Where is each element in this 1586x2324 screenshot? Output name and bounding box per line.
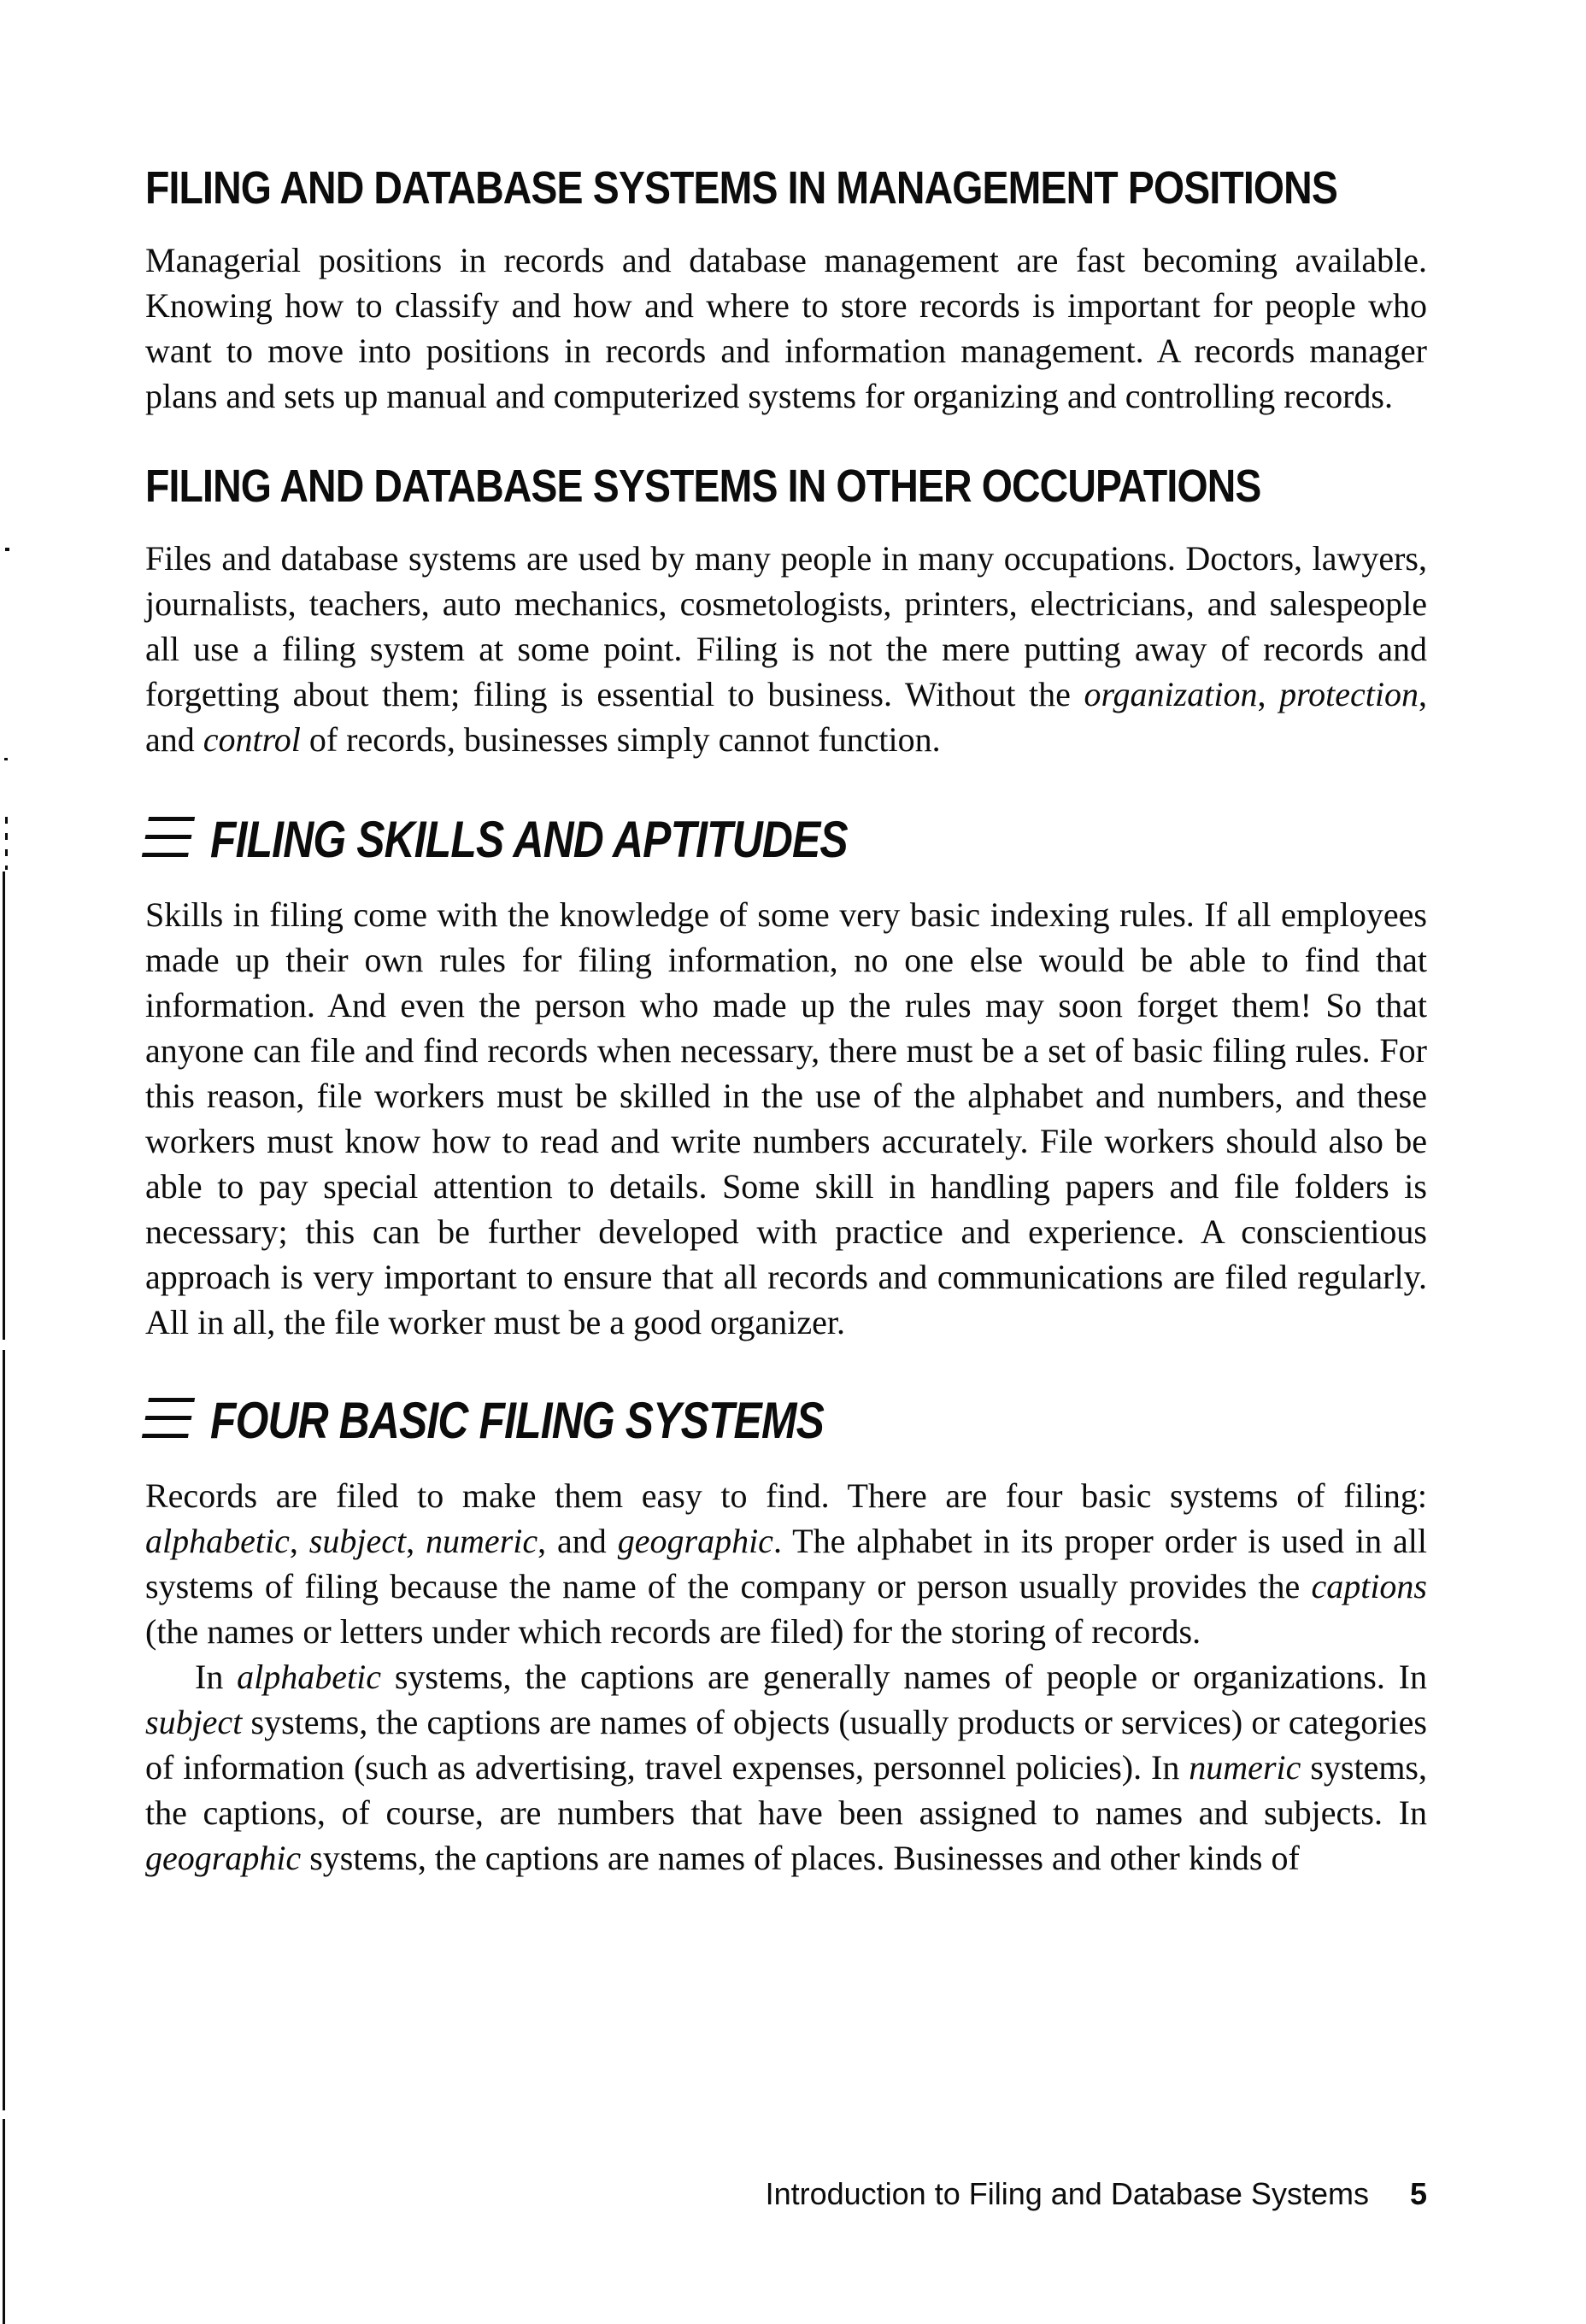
triple-bar-icon-bar <box>142 1434 189 1438</box>
page-footer <box>145 2177 1427 2211</box>
section-heading-filing-skills-text: FILING SKILLS AND APTITUDES <box>210 811 848 868</box>
scan-edge-artifact <box>3 1350 5 2110</box>
scan-edge-artifact <box>3 2119 5 2324</box>
paragraph-four-systems-intro: Records are filed to make them easy to find. There are four basic systems of filing: alphabetic, subject, numeric, and geographic. The alphabet in its proper order is used in all systems of filing because the name of the company or person usually provides the captions (the names or letters under which records are filed) for the storing of records. <box>145 1476 1427 1651</box>
triple-bar-icon-bar <box>142 853 189 857</box>
heading-management-positions-text: FILING AND DATABASE SYSTEMS IN MANAGEMENT POSITIONS <box>145 162 1337 214</box>
triple-bar-icon <box>142 1398 195 1438</box>
triple-bar-icon-bar <box>145 1416 192 1420</box>
paragraph-filing-skills: Skills in filing come with the knowledge of some very basic indexing rules. If all employees made up their own rules for filing information, no one else would be able to find that information. And even the person who made up the rules may soon forget them! So that anyone can file and find records when necessary, there must be a set of basic filing rules. For this reason, file workers must be skilled in the use of the alphabet and numbers, and these workers must know how to read and write numbers accurately. File workers should also be able to pay special attention to details. Some skill in handling papers and file folders is necessary; this can be further developed with practice and experience. A conscientious approach is very important to ensure that all records and communications are filed regularly. All in all, the file worker must be a good organizer. <box>145 895 1427 1341</box>
section-heading-filing-skills <box>145 813 1427 866</box>
paragraph-management-positions: Managerial positions in records and database management are fast becoming available. Knowing how to classify and how and where to store records is important for people who want to move into positions in records and information management. A records manager plans and sets up manual and computerized systems for organizing and controlling records. <box>145 241 1427 415</box>
paragraph-other-occupations: Files and database systems are used by many people in many occupations. Doctors, lawyers, journalists, teachers, auto mechanics, cosmetologists, printers, electricians, and salespeople all use a filing system at some point. Filing is not the mere putting away of records and forgetting about them; filing is essential to business. Without the organization, protection, and control of records, businesses simply cannot function. <box>145 539 1427 759</box>
scan-edge-artifact <box>3 872 5 1340</box>
paragraph-four-systems-detail: In alphabetic systems, the captions are generally names of people or organizations. In subject systems, the captions are names of objects (usually products or services) or categories of information (such as advertising, travel expenses, personnel policies). In numeric systems, the captions, of course, are numbers that have been assigned to names and subjects. In geographic systems, the captions are names of places. Businesses and other kinds of <box>145 1658 1427 1877</box>
section-heading-four-systems-text: FOUR BASIC FILING SYSTEMS <box>210 1392 824 1449</box>
scan-speck-artifact <box>4 758 8 760</box>
scan-edge-artifact <box>5 817 8 870</box>
scan-speck-artifact <box>5 548 9 551</box>
heading-other-occupations <box>145 463 1427 510</box>
page-number: 5 <box>1409 2176 1427 2211</box>
running-title: Introduction to Filing and Database Systems <box>765 2176 1369 2211</box>
heading-management-positions <box>145 162 1427 214</box>
triple-bar-icon <box>142 817 195 857</box>
triple-bar-icon-bar <box>148 817 195 821</box>
section-heading-four-systems <box>145 1394 1427 1447</box>
heading-other-occupations-text: FILING AND DATABASE SYSTEMS IN OTHER OCCUPATIONS <box>145 461 1261 512</box>
triple-bar-icon-bar <box>145 835 192 839</box>
triple-bar-icon-bar <box>148 1398 195 1402</box>
page-content <box>145 162 1427 1881</box>
